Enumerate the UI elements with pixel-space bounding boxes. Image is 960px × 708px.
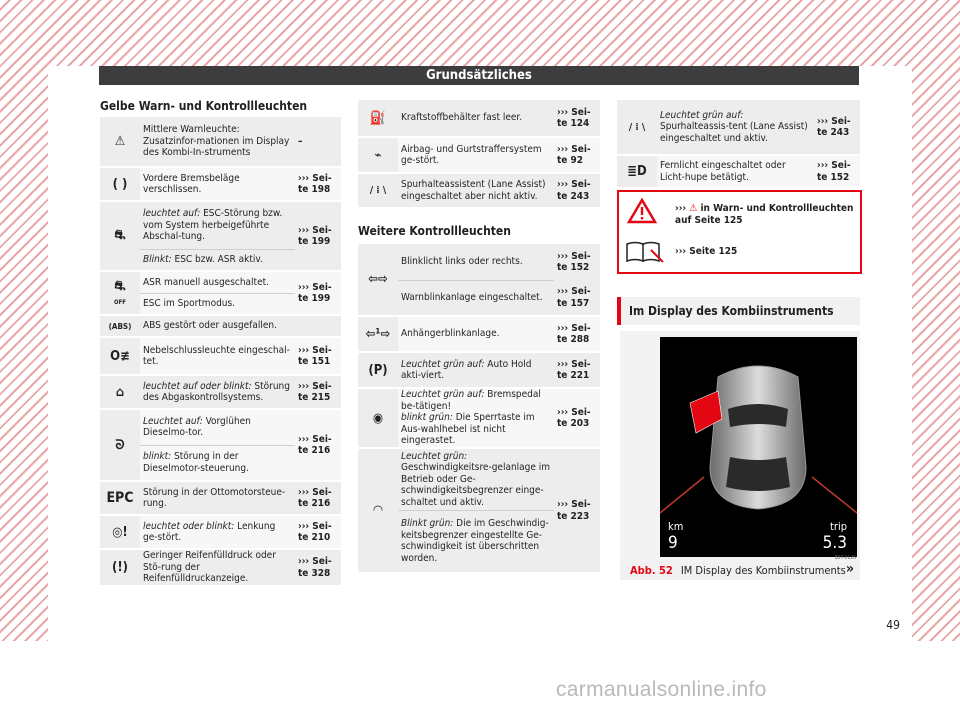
abs-icon: (ABS)	[100, 315, 140, 337]
figure-code: B5T-0126	[834, 555, 856, 561]
row-ref: ››› Sei-te 223	[554, 448, 600, 572]
turn-signal-icon: ⇦⇨	[358, 244, 398, 316]
row-ref: ››› Sei-te 288	[554, 316, 600, 352]
rear-fog-icon: O≢	[100, 337, 140, 375]
row-ref: ››› Sei-te 92	[554, 137, 600, 173]
yellow-lights-table-cont	[358, 100, 600, 207]
trip-label: trip	[830, 520, 847, 533]
row-ref: ››› Sei-te 152	[554, 244, 600, 280]
cluster-screen	[660, 337, 857, 557]
row-text: ESC im Sportmodus.	[140, 293, 295, 315]
row-text: Airbag- und Gurtstraffersystem ge-stört.	[398, 137, 554, 173]
row-text: ABS gestört oder ausgefallen.	[140, 315, 341, 337]
trip-value: 5.3	[822, 533, 847, 553]
row-text: blinkt: Störung in der Dieselmotor-steuerung.	[140, 445, 295, 481]
km-value: 9	[668, 533, 678, 553]
trailer-signal-icon: ⇦¹⇨	[358, 316, 398, 352]
row-text: ASR manuell ausgeschaltet.	[140, 271, 295, 293]
warning-notice-box	[617, 190, 862, 274]
row-text: leuchtet auf: ESC-Störung bzw. vom System herbeigeführte Abschal-tung.	[140, 201, 295, 249]
row-ref: ››› Sei-te 157	[554, 280, 600, 316]
figure-caption-text: IM Display des Kombiinstruments	[680, 564, 846, 577]
row-ref: ››› Sei-te 199	[295, 271, 341, 315]
fuel-icon: ⛽	[358, 100, 398, 137]
row-ref: ››› Sei-te 215	[295, 375, 341, 409]
footer-area	[0, 641, 960, 708]
airbag-icon: ⌁	[358, 137, 398, 173]
car-top-view-image	[660, 337, 857, 557]
high-beam-icon: ≣D	[617, 155, 657, 187]
row-text: Vordere Bremsbeläge verschlissen.	[140, 167, 295, 201]
warning-triangle-icon	[627, 198, 657, 224]
figure-number: Abb. 52	[630, 564, 673, 577]
glow-plug-icon: ᘐ	[100, 409, 140, 481]
esc-off-icon: ⛐ OFF	[100, 271, 140, 315]
row-ref: ››› Sei-te 151	[295, 337, 341, 375]
brake-pad-icon: ( )	[100, 167, 140, 201]
row-text: Blinkt grün: Die im Geschwindig-keitsbegrenzer eingestellte Ge-schwindigkeit ist überschritten worden.	[398, 510, 554, 572]
speed-limiter-icon: ◠	[358, 448, 398, 572]
brake-pedal-icon: ◉	[358, 388, 398, 448]
row-text: Kraftstoffbehälter fast leer.	[398, 100, 554, 137]
row-ref: ››› Sei-te 243	[814, 100, 860, 155]
row-text: Leuchtet grün auf: Spurhalteassis-tent (Lane Assist) eingeschaltet und aktiv.	[657, 100, 814, 155]
row-text: leuchtet oder blinkt: Lenkung ge-stört.	[140, 515, 295, 549]
other-lights-table	[358, 244, 600, 572]
page-header: Grundsätzliches	[99, 66, 859, 85]
row-ref: ››› Sei-te 328	[295, 549, 341, 585]
row-ref: ››› Sei-te 216	[295, 409, 341, 481]
row-text: Leuchtet grün: Geschwindigkeitsre-gelanlage im Betrieb oder Ge-schwindigkeitsbegrenzer einge-schaltet und aktiv.	[398, 448, 554, 510]
tyre-pressure-icon: (!)	[100, 549, 140, 585]
row-ref: ››› Sei-te 243	[554, 173, 600, 207]
esc-icon: ⛐	[100, 201, 140, 271]
row-ref: ››› Sei-te 203	[554, 388, 600, 448]
row-text: Nebelschlussleuchte eingeschal-tet.	[140, 337, 295, 375]
row-text: Blinklicht links oder rechts.	[398, 244, 554, 280]
warning-triangle-icon: ⚠	[100, 117, 140, 167]
row-text: Spurhalteassistent (Lane Assist) eingeschaltet aber nicht aktiv.	[398, 173, 554, 207]
row-ref: ››› Sei-te 152	[814, 155, 860, 187]
watermark: carmanualsonline.info	[556, 678, 767, 701]
row-ref: ››› Sei-te 199	[295, 201, 341, 271]
figure-instrument-display	[620, 331, 860, 562]
row-text: Störung in der Ottomotorsteue-rung.	[140, 481, 295, 515]
display-section-title: Im Display des Kombiinstruments	[617, 297, 860, 325]
auto-hold-icon: (P)	[358, 352, 398, 388]
yellow-lights-table	[100, 117, 341, 585]
row-text: Geringer Reifenfülldruck oder Stö-rung der Reifenfülldruckanzeige.	[140, 549, 295, 585]
row-ref: ››› Sei-te 124	[554, 100, 600, 137]
page-number: 49	[886, 618, 900, 632]
green-lights-table	[617, 100, 860, 187]
lane-assist-icon: / ⁞ \	[617, 100, 657, 155]
warning-ref-line2: ››› Seite 125	[675, 246, 738, 257]
warning-ref-line1: ››› ⚠ in Warn- und Kontrollleuchten auf Seite 125	[675, 203, 854, 226]
row-text: Leuchtet auf: Vorglühen Dieselmo-tor.	[140, 409, 295, 445]
row-ref: ››› Sei-te 210	[295, 515, 341, 549]
epc-icon: EPC	[100, 481, 140, 515]
engine-icon: ⌂	[100, 375, 140, 409]
row-ref: –	[295, 117, 341, 167]
row-text: Blinkt: ESC bzw. ASR aktiv.	[140, 249, 295, 271]
row-text: Fernlicht eingeschaltet oder Licht-hupe betätigt.	[657, 155, 814, 187]
steering-icon: ◎!	[100, 515, 140, 549]
row-ref: ››› Sei-te 221	[554, 352, 600, 388]
row-text: Mittlere Warnleuchte: Zusatzinfor-mationen im Display des Kombi-In-struments	[140, 117, 295, 167]
row-text: Warnblinkanlage eingeschaltet.	[398, 280, 554, 316]
section-title-other: Weitere Kontrollleuchten	[358, 224, 511, 238]
row-text: Anhängerblinkanlage.	[398, 316, 554, 352]
km-label: km	[668, 520, 684, 533]
row-text: Leuchtet grün auf: Bremspedal be-tätigen! blinkt grün: Die Sperrtaste im Aus-wahlhebel ist nicht eingerastet.	[398, 388, 554, 448]
lane-assist-icon: / ⁞ \	[358, 173, 398, 207]
row-ref: ››› Sei-te 198	[295, 167, 341, 201]
continue-icon: »	[845, 561, 854, 577]
figure-caption	[620, 562, 860, 580]
row-ref: ››› Sei-te 216	[295, 481, 341, 515]
row-text: Leuchtet grün auf: Auto Hold akti-viert.	[398, 352, 554, 388]
section-title-yellow: Gelbe Warn- und Kontrollleuchten	[100, 99, 308, 113]
book-reference-icon	[625, 240, 665, 264]
row-text: leuchtet auf oder blinkt: Störung des Abgaskontrollsystems.	[140, 375, 295, 409]
